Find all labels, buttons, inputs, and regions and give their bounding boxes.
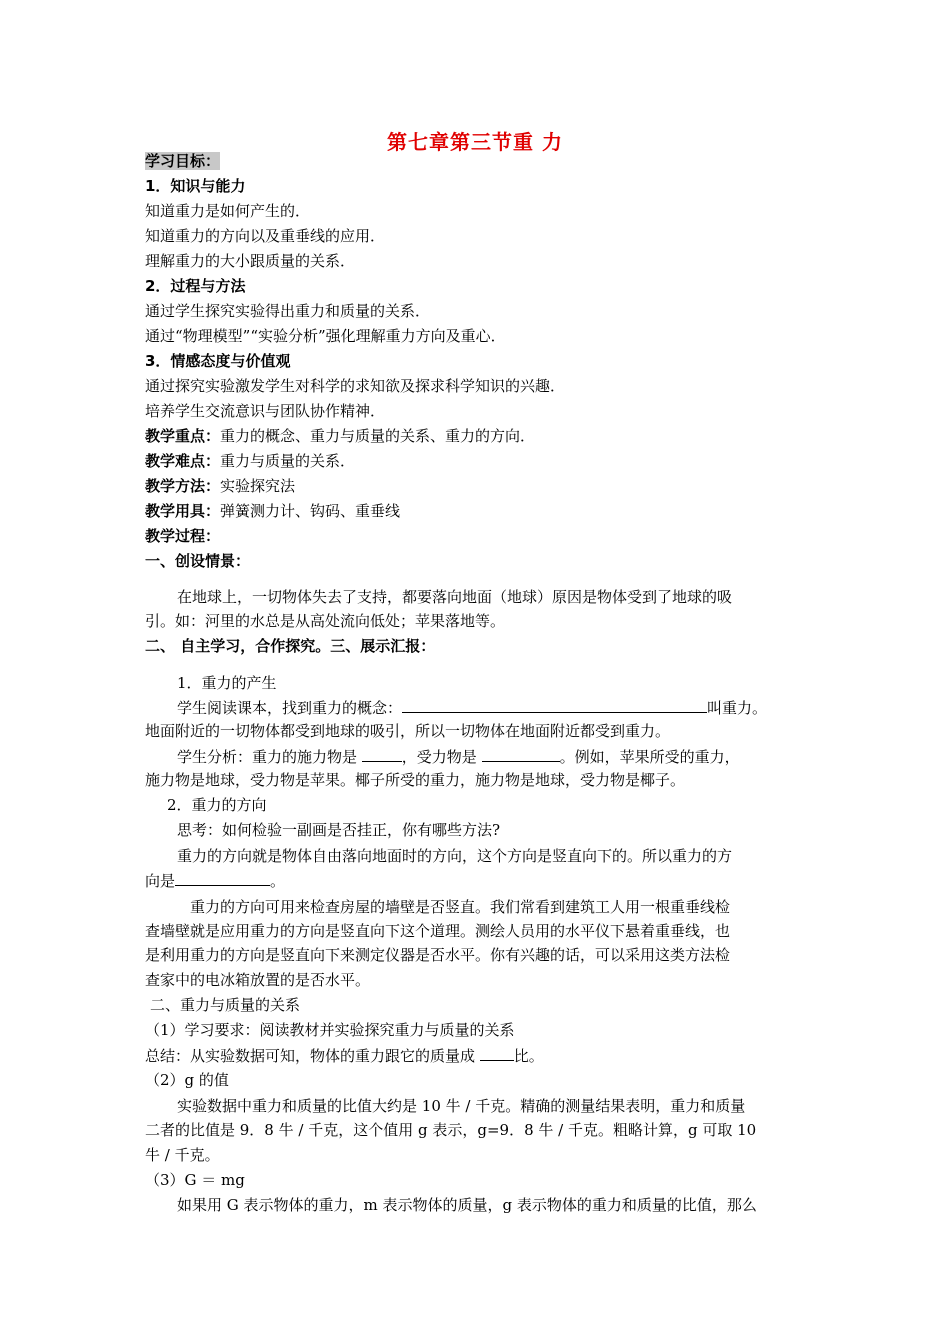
text-line: 知道重力是如何产生的． <box>145 202 311 220</box>
part-heading: 二、 自主学习，合作探究。三、展示汇报： <box>145 637 436 655</box>
gravity-concept-line: 学生阅读课本，找到重力的概念： 叫重力。 <box>177 699 768 717</box>
text-line: 通过“物理模型”“实验分析”强化理解重力方向及重心． <box>145 327 506 345</box>
text-line: 实验数据中重力和质量的比值大约是 10 牛 / 千克。精确的测量结果表明，重力和质量 <box>177 1097 746 1115</box>
fill-blank[interactable] <box>175 870 270 886</box>
teaching-focus: 教学重点：重力的概念、重力与质量的关系、重力的方向． <box>145 427 536 445</box>
text-line: 重力的方向就是物体自由落向地面时的方向，这个方向是竖直向下的。所以重力的方 <box>177 847 733 865</box>
document-title: 第七章第三节重 力 <box>387 130 563 154</box>
subsection-heading: 1．重力的产生 <box>177 674 277 692</box>
formula-heading: （3）G ＝ mg <box>145 1171 245 1189</box>
section-heading: 1．知识与能力 <box>145 177 246 195</box>
conclusion-line: 总结：从实验数据可知，物体的重力跟它的质量成 比。 <box>145 1047 544 1065</box>
text-line: 如果用 G 表示物体的重力，m 表示物体的质量，g 表示物体的重力和质量的比值，那么 <box>177 1196 757 1214</box>
text-line: 二者的比值是 9．8 牛 / 千克，这个值用 g 表示，g=9．8 牛 / 千克。粗略计算，g 可取 10 <box>145 1121 757 1139</box>
text-line: 重力的方向可用来检查房屋的墙壁是否竖直。我们常看到建筑工人用一根重垂线检 <box>190 898 731 916</box>
part-heading: 一、创设情景： <box>145 552 251 570</box>
text-line: 是利用重力的方向是竖直向下来测定仪器是否水平。你有兴趣的话，可以采用这类方法检 <box>145 946 731 964</box>
text-line: 知道重力的方向以及重垂线的应用． <box>145 227 386 245</box>
text-line: 通过探究实验激发学生对科学的求知欲及探求科学知识的兴趣． <box>145 377 566 395</box>
text-line: 理解重力的大小跟质量的关系． <box>145 252 356 270</box>
text-line: 施力物是地球，受力物是苹果。椰子所受的重力，施力物是地球，受力物是椰子。 <box>145 771 686 789</box>
subsection-heading: 二、重力与质量的关系 <box>150 996 301 1014</box>
force-analysis-line: 学生分析：重力的施力物是 ，受力物是 。例如，苹果所受的重力， <box>177 748 740 766</box>
section-heading: 2．过程与方法 <box>145 277 246 295</box>
teaching-method: 教学方法：实验探究法 <box>145 477 296 495</box>
text-line: 思考：如何检验一副画是否挂正，你有哪些方法? <box>177 821 501 839</box>
text-line: 通过学生探究实验得出重力和质量的关系． <box>145 302 431 320</box>
fill-blank[interactable] <box>362 746 402 762</box>
text-line: 牛 / 千克。 <box>145 1146 220 1164</box>
text-line: 查墙壁就是应用重力的方向是竖直向下这个道理。测绘人员用的水平仪下悬着重垂线，也 <box>145 922 731 940</box>
gravity-direction-line: 向是 。 <box>145 872 286 890</box>
objectives-heading: 学习目标： <box>145 152 221 170</box>
text-line: 查家中的电冰箱放置的是否水平。 <box>145 971 371 989</box>
fill-blank[interactable] <box>482 746 560 762</box>
text-line: （2）g 的值 <box>145 1071 229 1089</box>
text-line: 培养学生交流意识与团队协作精神． <box>145 402 386 420</box>
text-line: 在地球上，一切物体失去了支持，都要落向地面（地球）原因是物体受到了地球的吸 <box>177 588 733 606</box>
teaching-difficulty: 教学难点：重力与质量的关系． <box>145 452 356 470</box>
text-line: （1）学习要求：阅读教材并实验探究重力与质量的关系 <box>145 1021 515 1039</box>
teaching-tools: 教学用具：弹簧测力计、钩码、重垂线 <box>145 502 401 520</box>
section-heading: 3．情感态度与价值观 <box>145 352 291 370</box>
subsection-heading: 2．重力的方向 <box>167 796 267 814</box>
text-line: 引。如：河里的水总是从高处流向低处；苹果落地等。 <box>145 612 506 630</box>
fill-blank[interactable] <box>402 697 707 713</box>
text-line: 地面附近的一切物体都受到地球的吸引，所以一切物体在地面附近都受到重力。 <box>145 722 671 740</box>
fill-blank[interactable] <box>480 1045 514 1061</box>
teaching-process-heading: 教学过程： <box>145 527 221 545</box>
